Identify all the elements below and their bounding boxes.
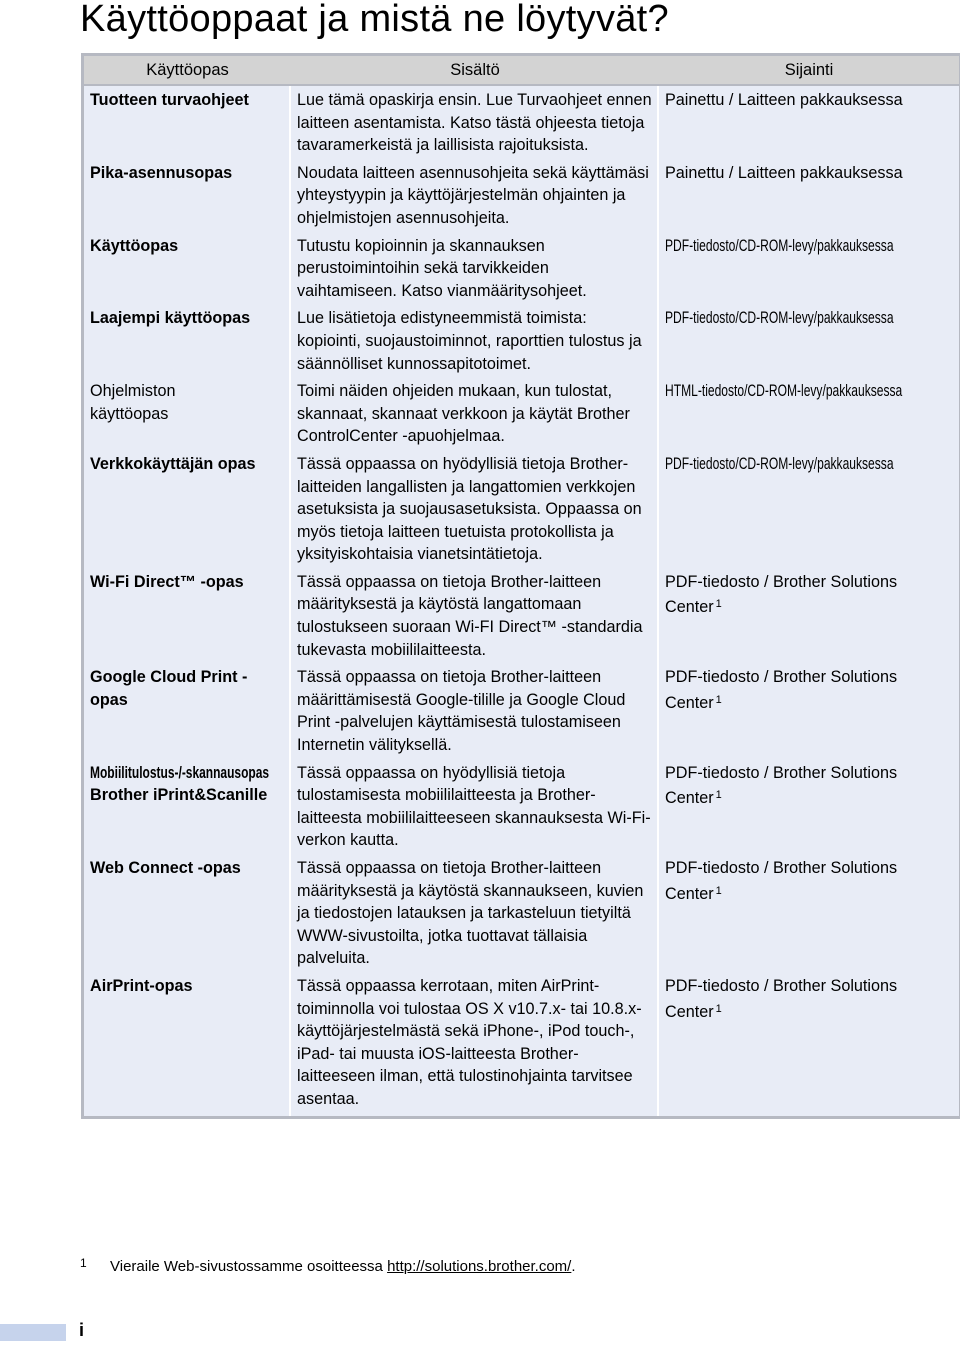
- table-header-row: [84, 56, 959, 86]
- location-text: PDF-tiedosto / Brother Solutions Center: [665, 763, 898, 808]
- table-row: [84, 975, 959, 1116]
- guide-location: [659, 307, 959, 380]
- guide-location: [659, 666, 959, 761]
- guide-name-line2: Brother iPrint&Scanille: [90, 786, 268, 805]
- page-tab-marker: [0, 1324, 66, 1341]
- guide-location: [659, 235, 959, 308]
- guide-name: Google Cloud Print -opas: [84, 666, 291, 761]
- location-text: PDF-tiedosto / Brother Solutions Center: [665, 976, 898, 1021]
- footnote-end: .: [571, 1258, 576, 1275]
- table-row: [84, 380, 959, 453]
- guide-location: [659, 975, 959, 1116]
- footnote-ref: 1: [715, 693, 722, 706]
- guide-location: [659, 857, 959, 975]
- table-row: [84, 235, 959, 308]
- guide-location: [659, 453, 959, 571]
- footnote-ref: 1: [715, 789, 722, 802]
- location-text: PDF-tiedosto / Brother Solutions Center: [665, 572, 898, 617]
- guide-content: Lue lisätietoja edistyneemmistä toimista: kopiointi, suojaustoiminnot, raporttien tulostus ja säännölliset kunnossapitotoimet.: [291, 307, 659, 380]
- location-text: PDF-tiedosto/CD-ROM-levy/pakkauksessa: [665, 309, 894, 328]
- guide-location: [659, 571, 959, 666]
- guide-name: [84, 762, 291, 857]
- guide-content: Tässä oppaassa on tietoja Brother-laitteen määrityksestä ja käytöstä langattomaan tulostukseen suoraan Wi-FI Direct™ -standardia tukevasta mobiililaitteesta.: [291, 571, 659, 666]
- guide-name: Wi-Fi Direct™ -opas: [84, 571, 291, 666]
- user-guides-table: [81, 53, 960, 1119]
- location-text: HTML-tiedosto/CD-ROM-levy/pakkauksessa: [665, 382, 903, 401]
- guide-location: [659, 762, 959, 857]
- guide-name: Web Connect -opas: [84, 857, 291, 975]
- guide-name-line1: Mobiilitulostus-/-skannausopas: [90, 763, 270, 782]
- footnote-ref: 1: [715, 598, 722, 611]
- guide-content: Lue tämä opaskirja ensin. Lue Turvaohjeet ennen laitteen asentamista. Katso tästä ohjeesta tietoja tavaramerkeistä ja laillisista rajoituksista.: [291, 86, 659, 162]
- guide-location: Painettu / Laitteen pakkauksessa: [665, 91, 903, 109]
- guide-name: Tuotteen turvaohjeet: [84, 86, 291, 162]
- guide-name: Käyttöopas: [84, 235, 291, 308]
- footnote-mark: 1: [80, 1256, 87, 1270]
- guide-location: [659, 380, 959, 453]
- footnote-ref: 1: [715, 884, 722, 897]
- guide-content: Tässä oppaassa kerrotaan, miten AirPrint-toiminnolla voi tulostaa OS X v10.7.x- tai 10.8.x-käyttöjärjestelmästä sekä iPhone-, iPod touch-, iPad- tai muusta iOS-laitteesta Brother-laitteeseen ilman, että tulostinohjainta tarvitsee asentaa.: [291, 975, 659, 1116]
- guide-content: Toimi näiden ohjeiden mukaan, kun tulostat, skannaat, skannaat verkkoon ja käytät Brother ControlCenter -apuohjelmaa.: [291, 380, 659, 453]
- footnote-ref: 1: [715, 1002, 722, 1015]
- guide-content: Tässä oppaassa on hyödyllisiä tietoja Brother-laitteiden langallisten ja langattomien verkkojen asetuksista ja suojausasetuksista. Oppaassa on myös tietoja laitteen tuetuista protokollista ja yksityiskohtaisia vianetsintätietoja.: [291, 453, 659, 571]
- table-row: [84, 571, 959, 666]
- guide-name: AirPrint-opas: [84, 975, 291, 1116]
- guide-location: Painettu / Laitteen pakkauksessa: [665, 163, 903, 182]
- header-location: Sijainti: [659, 56, 959, 86]
- footnote-text: Vieraile Web-sivustossamme osoitteessa: [110, 1258, 383, 1275]
- guide-name: Pika-asennusopas: [84, 162, 291, 235]
- table-row: [84, 666, 959, 761]
- table-row: [84, 453, 959, 571]
- guide-content: Tutustu kopioinnin ja skannauksen perustoimintoihin sekä tarvikkeiden vaihtamiseen. Katso vianmääritysohjeet.: [291, 235, 659, 308]
- guide-name: Laajempi käyttöopas: [84, 307, 291, 380]
- guide-content: Noudata laitteen asennusohjeita sekä käyttämäsi yhteystyypin ja käyttöjärjestelmän ohjainten ja ohjelmistojen asennusohjeita.: [291, 162, 659, 235]
- header-content: Sisältö: [291, 56, 659, 86]
- table-row: [84, 857, 959, 975]
- solutions-link[interactable]: http://solutions.brother.com/: [387, 1258, 572, 1275]
- footnote: [80, 1256, 576, 1275]
- guide-name: Verkkokäyttäjän opas: [84, 453, 291, 571]
- location-text: PDF-tiedosto / Brother Solutions Center: [665, 668, 898, 712]
- guide-name-text: Ohjelmiston käyttöopas: [90, 382, 176, 423]
- page-title: Käyttöoppaat ja mistä ne löytyvät?: [80, 0, 669, 40]
- table-row: [84, 86, 959, 162]
- header-guide: Käyttöopas: [84, 56, 291, 86]
- table-row: [84, 162, 959, 235]
- guide-content: Tässä oppaassa on hyödyllisiä tietoja tulostamisesta mobiililaitteesta ja Brother-laitteesta mobiililaitteeseen skannauksesta Wi-Fi-verkon kautta.: [291, 762, 659, 857]
- location-text: PDF-tiedosto / Brother Solutions Center: [665, 859, 898, 903]
- location-text: PDF-tiedosto/CD-ROM-levy/pakkauksessa: [665, 236, 894, 255]
- guide-content: Tässä oppaassa on tietoja Brother-laitteen määrittämisestä Google-tilille ja Google Cloud Print -palvelujen käyttämisestä tulostamiseen Internetin välityksellä.: [291, 666, 659, 761]
- guide-name: [84, 380, 291, 453]
- page-number: i: [79, 1320, 85, 1340]
- location-text: PDF-tiedosto/CD-ROM-levy/pakkauksessa: [665, 454, 894, 473]
- guide-content: Tässä oppaassa on tietoja Brother-laitteen määrityksestä ja käytöstä skannaukseen, kuvien ja tiedostojen latauksen ja tarkasteluun tietyiltä WWW-sivustoilta, jotka tuottavat tällaisia palveluita.: [291, 857, 659, 975]
- table-row: [84, 762, 959, 857]
- table-row: [84, 307, 959, 380]
